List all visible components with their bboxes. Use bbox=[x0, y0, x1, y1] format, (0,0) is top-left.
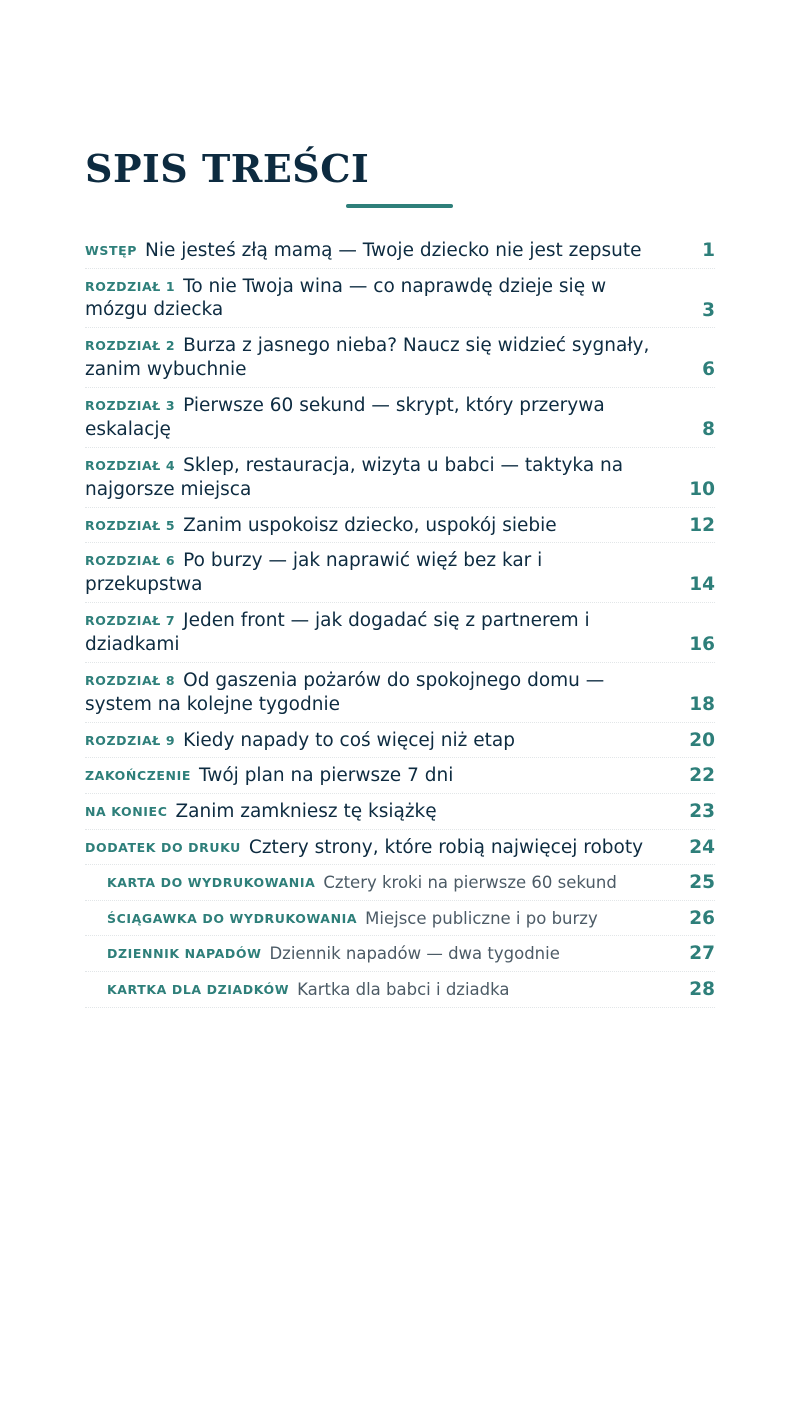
toc-entry-title: Cztery kroki na pierwsze 60 sekund bbox=[323, 873, 617, 893]
toc-entry-title: Kartka dla babci i dziadka bbox=[297, 979, 510, 999]
toc-entry-page-number: 10 bbox=[689, 478, 715, 500]
toc-entry-text bbox=[85, 394, 665, 442]
table-of-contents bbox=[85, 233, 715, 1008]
toc-entry-page-number: 27 bbox=[689, 943, 715, 965]
toc-entry-text bbox=[85, 800, 665, 824]
toc-entry[interactable] bbox=[85, 388, 715, 448]
toc-entry[interactable] bbox=[85, 830, 715, 866]
toc-entry-label: ROZDZIAŁ 4 bbox=[85, 457, 176, 473]
toc-entry-label: WSTĘP bbox=[85, 243, 138, 258]
toc-entry-title: Zanim zamkniesz tę książkę bbox=[175, 800, 437, 822]
toc-entry-label: KARTKA DLA DZIADKÓW bbox=[107, 981, 290, 997]
toc-entry-page-number: 3 bbox=[702, 299, 715, 321]
toc-entry-label: ŚCIĄGAWKA DO WYDRUKOWANIA bbox=[107, 910, 358, 926]
toc-entry-text bbox=[85, 334, 665, 382]
toc-entry-page-number: 18 bbox=[689, 693, 715, 715]
toc-entry-label: ROZDZIAŁ 6 bbox=[85, 553, 176, 569]
toc-entry[interactable] bbox=[85, 865, 715, 901]
toc-entry-text bbox=[107, 978, 667, 1002]
toc-entry[interactable] bbox=[85, 448, 715, 508]
toc-entry-title: Cztery strony, które robią najwięcej roboty bbox=[248, 836, 644, 858]
toc-entry-text bbox=[85, 454, 665, 502]
toc-entry-page-number: 25 bbox=[689, 872, 715, 894]
toc-entry[interactable] bbox=[85, 233, 715, 269]
toc-entry-title: Twój plan na pierwsze 7 dni bbox=[198, 765, 454, 787]
toc-entry-label: ROZDZIAŁ 8 bbox=[85, 672, 176, 688]
toc-entry-label: ROZDZIAŁ 1 bbox=[85, 278, 176, 294]
title-divider bbox=[346, 204, 453, 208]
toc-entry-title: Od gaszenia pożarów do spokojnego domu — system na kolejne tygodnie bbox=[85, 669, 605, 715]
toc-entry-text bbox=[85, 549, 665, 597]
toc-entry-title: Jeden front — jak dogadać się z partnerem i dziadkami bbox=[85, 610, 590, 655]
toc-entry-page-number: 12 bbox=[689, 514, 715, 536]
toc-entry-page-number: 28 bbox=[689, 978, 715, 1000]
toc-entry-text bbox=[107, 871, 667, 895]
page-title: SPIS TREŚCI bbox=[85, 146, 370, 191]
toc-entry-page-number: 20 bbox=[689, 729, 715, 751]
toc-entry-text bbox=[85, 609, 665, 657]
toc-entry-label: ZAKOŃCZENIE bbox=[85, 768, 191, 784]
toc-entry-text bbox=[85, 669, 665, 717]
toc-entry[interactable] bbox=[85, 936, 715, 972]
toc-entry-label: NA KONIEC bbox=[85, 803, 168, 819]
toc-entry-page-number: 8 bbox=[702, 419, 715, 441]
toc-entry[interactable] bbox=[85, 328, 715, 388]
toc-entry[interactable] bbox=[85, 543, 715, 603]
toc-entry-title: Po burzy — jak naprawić więź bez kar i przekupstwa bbox=[85, 550, 543, 596]
toc-entry-page-number: 1 bbox=[702, 240, 715, 261]
toc-entry-text bbox=[107, 942, 667, 966]
toc-entry[interactable] bbox=[85, 758, 715, 794]
toc-entry[interactable] bbox=[85, 901, 715, 937]
toc-entry-text bbox=[107, 907, 667, 931]
toc-entry-title: Pierwsze 60 sekund — skrypt, który przerywa eskalację bbox=[85, 395, 605, 440]
toc-entry-title: Zanim uspokoisz dziecko, uspokój siebie bbox=[183, 514, 557, 536]
toc-entry-page-number: 23 bbox=[689, 800, 715, 822]
toc-entry-title: Nie jesteś złą mamą — Twoje dziecko nie jest zepsute bbox=[145, 240, 642, 261]
toc-entry-page-number: 6 bbox=[702, 359, 715, 381]
toc-entry-title: To nie Twoja wina — co naprawdę dzieje się w mózgu dziecka bbox=[85, 275, 607, 321]
toc-entry-label: ROZDZIAŁ 2 bbox=[85, 338, 176, 354]
toc-entry-page-number: 16 bbox=[689, 634, 715, 656]
toc-entry-label: ROZDZIAŁ 7 bbox=[85, 613, 176, 629]
toc-entry[interactable] bbox=[85, 603, 715, 663]
toc-entry-title: Burza z jasnego nieba? Naucz się widzieć sygnały, zanim wybuchnie bbox=[85, 335, 650, 381]
toc-entry-text bbox=[85, 514, 665, 538]
toc-entry-label: DODATEK DO DRUKU bbox=[85, 839, 241, 855]
toc-entry-title: Sklep, restauracja, wizyta u babci — taktyka na najgorsze miejsca bbox=[85, 454, 624, 500]
toc-entry-page-number: 22 bbox=[689, 765, 715, 787]
toc-entry-title: Dziennik napadów — dwa tygodnie bbox=[269, 944, 560, 964]
toc-entry[interactable] bbox=[85, 508, 715, 544]
toc-entry-text bbox=[85, 729, 665, 753]
toc-entry-page-number: 24 bbox=[689, 836, 715, 858]
toc-entry[interactable] bbox=[85, 972, 715, 1008]
toc-entry[interactable] bbox=[85, 723, 715, 759]
toc-entry-label: KARTA DO WYDRUKOWANIA bbox=[107, 875, 316, 891]
toc-entry-label: DZIENNIK NAPADÓW bbox=[107, 946, 262, 962]
toc-entry-text bbox=[85, 764, 665, 788]
toc-entry-text bbox=[85, 836, 665, 860]
toc-entry-text bbox=[85, 239, 665, 263]
toc-entry[interactable] bbox=[85, 663, 715, 723]
toc-entry-label: ROZDZIAŁ 5 bbox=[85, 517, 176, 533]
toc-entry-title: Kiedy napady to coś więcej niż etap bbox=[183, 729, 515, 751]
toc-entry-page-number: 26 bbox=[689, 907, 715, 929]
toc-entry-text bbox=[85, 275, 665, 323]
toc-entry-label: ROZDZIAŁ 3 bbox=[85, 398, 176, 414]
toc-entry[interactable] bbox=[85, 269, 715, 329]
toc-entry-page-number: 14 bbox=[689, 574, 715, 596]
toc-entry-title: Miejsce publiczne i po burzy bbox=[365, 908, 598, 928]
toc-entry[interactable] bbox=[85, 794, 715, 830]
toc-entry-label: ROZDZIAŁ 9 bbox=[85, 732, 176, 748]
